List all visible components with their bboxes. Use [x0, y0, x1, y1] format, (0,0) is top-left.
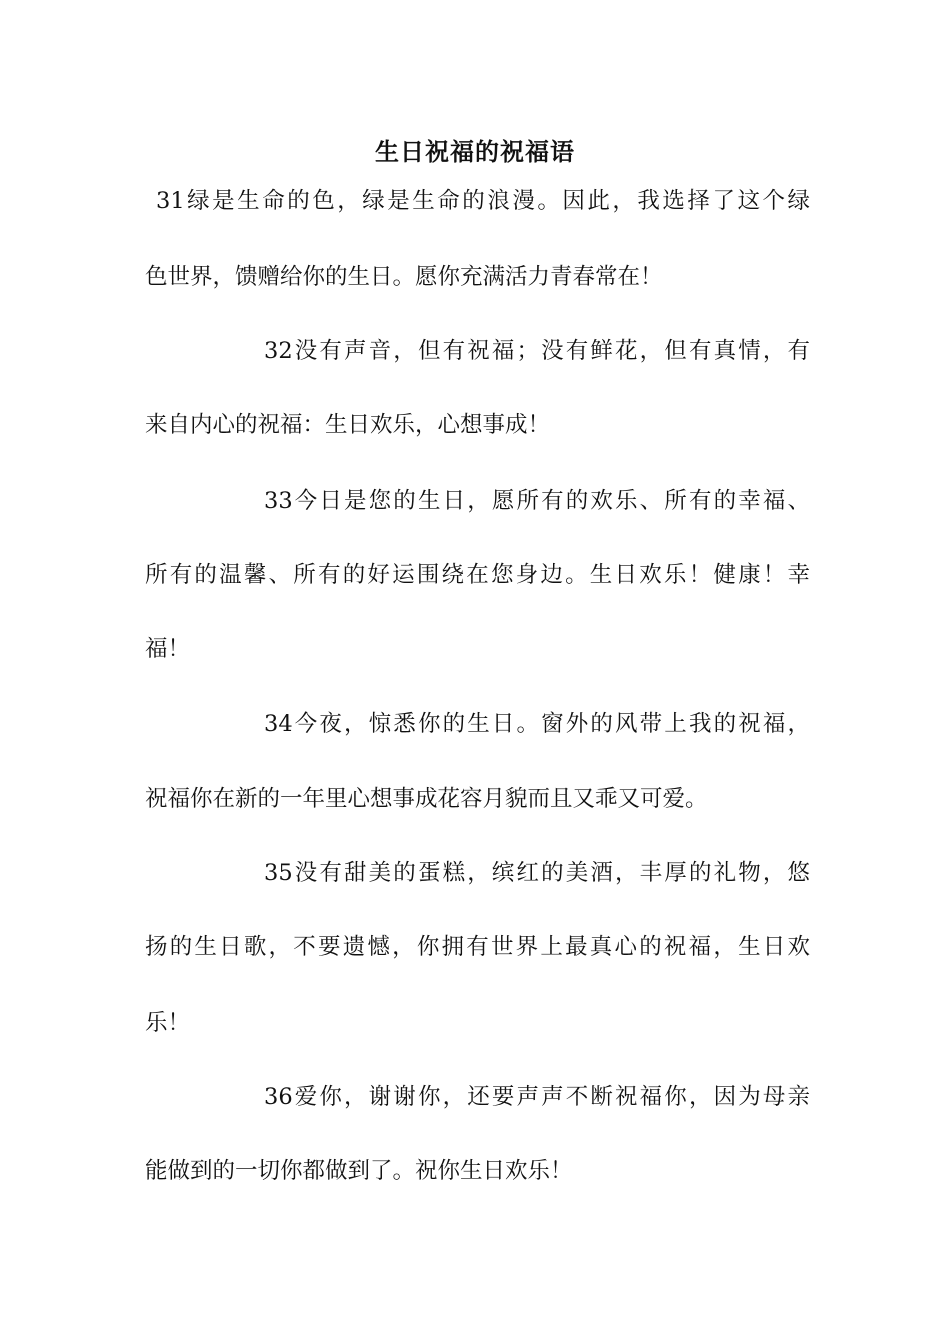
text-line: 所有的温馨、所有的好运围绕在您身边。生日欢乐！健康！幸 — [145, 562, 810, 588]
text-line: 来自内心的祝福：生日欢乐，心想事成！ — [145, 412, 551, 438]
document-title: 生日祝福的祝福语 — [375, 137, 575, 166]
text-line: 扬的生日歌，不要遗憾，你拥有世界上最真心的祝福，生日欢 — [145, 934, 810, 960]
text-line: 乐！ — [145, 1010, 191, 1036]
text-line: 能做到的一切你都做到了。祝你生日欢乐！ — [145, 1158, 573, 1184]
text-line: 福！ — [145, 636, 191, 662]
text-line: 色世界，馈赠给你的生日。愿你充满活力青春常在！ — [145, 264, 663, 290]
text-line: 35没有甜美的蛋糕，缤红的美酒，丰厚的礼物，悠 — [264, 860, 810, 886]
text-line: 31绿是生命的色，绿是生命的浪漫。因此，我选择了这个绿 — [156, 188, 810, 214]
text-line: 32没有声音，但有祝福；没有鲜花，但有真情，有 — [264, 338, 810, 364]
text-line: 34今夜，惊悉你的生日。窗外的风带上我的祝福， — [264, 711, 810, 737]
text-line: 36爱你，谢谢你，还要声声不断祝福你，因为母亲 — [264, 1084, 810, 1110]
text-line: 33今日是您的生日，愿所有的欢乐、所有的幸福、 — [264, 488, 810, 514]
text-line: 祝福你在新的一年里心想事成花容月貌而且又乖又可爱。 — [145, 786, 708, 812]
